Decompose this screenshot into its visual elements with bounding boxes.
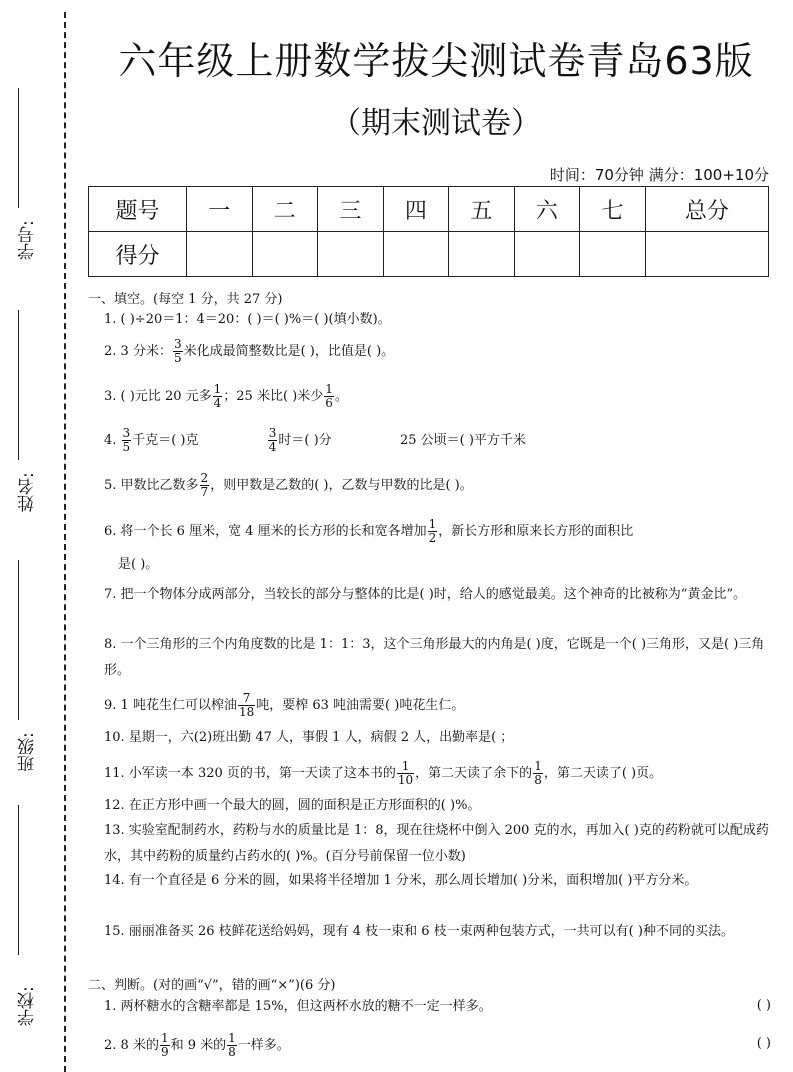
denominator: 8 xyxy=(228,1045,236,1059)
j2-text-b: 和 9 米的 xyxy=(170,1038,227,1053)
fraction xyxy=(268,427,278,454)
fraction xyxy=(227,1032,237,1059)
judgment-2 xyxy=(104,1032,704,1059)
score-cell[interactable] xyxy=(645,232,768,277)
q2-text-a: 2. 3 分米： xyxy=(104,344,172,359)
score-header-cell: 七 xyxy=(580,187,646,232)
score-table-header xyxy=(89,187,769,232)
numerator: 1 xyxy=(160,1031,169,1045)
q9-text-b: 吨，要榨 63 吨油需要( )吨花生仁。 xyxy=(256,698,465,713)
denominator: 4 xyxy=(213,396,222,410)
fraction xyxy=(324,383,334,410)
question-13: 13. 实验室配制药水，药粉与水的质量比是 1：8，现在往烧杯中倒入 200 克的水，再加入( )克的药粉就可以配成药水，其中药粉的质量约占药水的( )%。(百分号前保留一位小数) xyxy=(104,823,769,864)
denominator: 5 xyxy=(122,440,131,454)
score-cell[interactable] xyxy=(514,232,580,277)
question-3 xyxy=(104,383,772,410)
score-cell[interactable] xyxy=(449,232,515,277)
denominator: 6 xyxy=(325,396,333,410)
school-line xyxy=(18,805,19,955)
numerator: 3 xyxy=(268,426,277,440)
school-label: 学校: xyxy=(18,986,38,1026)
question-10: 10. 星期一，六(2)班出勤 47 人，事假 1 人，病假 2 人，出勤率是( ； xyxy=(104,730,514,745)
denominator: 8 xyxy=(534,773,542,787)
q5-text-b: ，则甲数是乙数的( )，乙数与甲数的比是( )。 xyxy=(210,478,473,493)
question-6-cont: 是( )。 xyxy=(118,557,159,572)
j2-text-c: 一样多。 xyxy=(237,1038,290,1053)
score-row-label: 得分 xyxy=(89,232,187,277)
score-cell[interactable] xyxy=(318,232,384,277)
score-cell[interactable] xyxy=(252,232,318,277)
q3-text-b: ；25 米比( )米少 xyxy=(223,389,324,404)
class-label: 班级: xyxy=(18,732,38,772)
question-9 xyxy=(104,692,772,719)
denominator: 5 xyxy=(173,351,182,365)
numerator: 7 xyxy=(238,692,255,706)
score-cell[interactable] xyxy=(187,232,253,277)
exam-meta: 时间：70分钟 满分：100+10分 xyxy=(549,166,769,184)
question-8: 8. 一个三角形的三个内角度数的比是 1：1：3，这个三角形最大的内角是( )度，它既是一个( )三角形，又是( )三角形。 xyxy=(104,637,765,678)
fraction xyxy=(173,338,183,365)
j2-text-a: 2. 8 米的 xyxy=(104,1038,159,1053)
binding-margin xyxy=(0,0,78,1072)
score-header-cell: 总分 xyxy=(645,187,768,232)
numerator: 1 xyxy=(325,382,333,396)
numerator: 3 xyxy=(173,337,182,351)
fraction xyxy=(213,383,223,410)
q11-text-c: ，第二天读了( )页。 xyxy=(543,766,663,781)
q3-text-a: 3. ( )元比 20 元多 xyxy=(104,389,212,404)
fraction xyxy=(533,760,543,787)
numerator: 2 xyxy=(200,471,209,485)
section-2-heading: 二、判断。(对的画“√”，错的画“×”)(6 分) xyxy=(88,978,336,993)
q4-text-a: 千克＝( )克 xyxy=(132,433,199,448)
judgment-1: 1. 两杯糖水的含糖率都是 15%，但这两杯水放的糖不一定一样多。 xyxy=(104,999,492,1014)
q3-text-c: 。 xyxy=(334,389,348,404)
section-1-heading: 一、填空。(每空 1 分，共 27 分) xyxy=(88,292,283,307)
question-15: 15. 丽丽准备买 26 枝鲜花送给妈妈，现有 4 枝一束和 6 枝一束两种包装方式，一共可以有( )种不同的买法。 xyxy=(104,924,734,939)
score-cell[interactable] xyxy=(580,232,646,277)
q4-text-c: 25 公顷＝( )平方千米 xyxy=(399,433,526,448)
q11-text-a: 11. 小军读一本 320 页的书，第一天读了这本书的 xyxy=(104,766,396,781)
numerator: 3 xyxy=(122,426,131,440)
q9-text-a: 9. 1 吨花生仁可以榨油 xyxy=(104,698,237,713)
score-header-cell: 二 xyxy=(252,187,318,232)
question-4 xyxy=(104,427,772,454)
numerator: 1 xyxy=(228,1031,236,1045)
student-id-line xyxy=(18,88,19,208)
question-14: 14. 有一个直径是 6 分米的圆，如果将半径增加 1 分米，那么周长增加( )分米，面积增加( )平方分米。 xyxy=(104,873,698,888)
question-6 xyxy=(104,518,772,545)
fraction xyxy=(160,1032,170,1059)
question-5 xyxy=(104,472,772,499)
name-label: 姓名: xyxy=(18,472,38,512)
question-1: 1. ( )÷20＝1：4＝20：( )＝( )%＝( )(填小数)。 xyxy=(104,312,391,327)
score-header-cell: 五 xyxy=(449,187,515,232)
q5-text-a: 5. 甲数比乙数多 xyxy=(104,478,199,493)
q6-text-a: 6. 将一个长 6 厘米，宽 4 厘米的长方形的长和宽各增加 xyxy=(104,524,427,539)
page-subtitle: （期末测试卷） xyxy=(331,106,541,141)
answer-paren[interactable]: ( ) xyxy=(756,998,771,1013)
q2-text-b: 米化成最简整数比是( )，比值是( )。 xyxy=(183,344,395,359)
numerator: 1 xyxy=(213,382,222,396)
name-line xyxy=(18,310,19,460)
score-header-cell: 一 xyxy=(187,187,253,232)
fraction xyxy=(200,472,210,499)
page-title: 六年级上册数学拔尖测试卷青岛63版 xyxy=(118,39,754,83)
q4-text-b: 时＝( )分 xyxy=(278,433,332,448)
q6-text-b: ，新长方形和原来长方形的面积比 xyxy=(438,524,634,539)
question-2 xyxy=(104,338,772,365)
denominator: 10 xyxy=(397,773,414,787)
cut-line xyxy=(64,12,66,1072)
numerator: 1 xyxy=(428,517,437,531)
score-header-cell: 六 xyxy=(514,187,580,232)
answer-paren[interactable]: ( ) xyxy=(756,1036,771,1051)
fraction xyxy=(122,427,132,454)
student-id-label: 学号: xyxy=(18,220,38,260)
denominator: 4 xyxy=(268,440,277,454)
denominator: 9 xyxy=(160,1045,169,1059)
score-table-row xyxy=(89,232,769,277)
numerator: 1 xyxy=(397,760,414,774)
score-table xyxy=(88,186,769,277)
denominator: 2 xyxy=(428,531,437,545)
numerator: 1 xyxy=(534,759,542,773)
score-header-cell: 四 xyxy=(383,187,449,232)
denominator: 7 xyxy=(200,485,209,499)
denominator: 18 xyxy=(238,705,255,719)
question-11 xyxy=(104,760,772,787)
class-line xyxy=(18,560,19,720)
fraction xyxy=(428,518,438,545)
q4-number: 4. xyxy=(104,433,117,448)
fraction xyxy=(397,760,414,787)
question-7: 7. 把一个物体分成两部分，当较长的部分与整体的比是( )时，给人的感觉最美。这个神奇的比被称为“黄金比”。 xyxy=(104,587,747,602)
question-12: 12. 在正方形中画一个最大的圆，圆的面积是正方形面积的( )%。 xyxy=(104,798,481,813)
score-header-cell: 三 xyxy=(318,187,384,232)
q11-text-b: ，第二天读了余下的 xyxy=(415,766,533,781)
fraction xyxy=(238,692,255,719)
score-header-cell: 题号 xyxy=(89,187,187,232)
score-cell[interactable] xyxy=(383,232,449,277)
